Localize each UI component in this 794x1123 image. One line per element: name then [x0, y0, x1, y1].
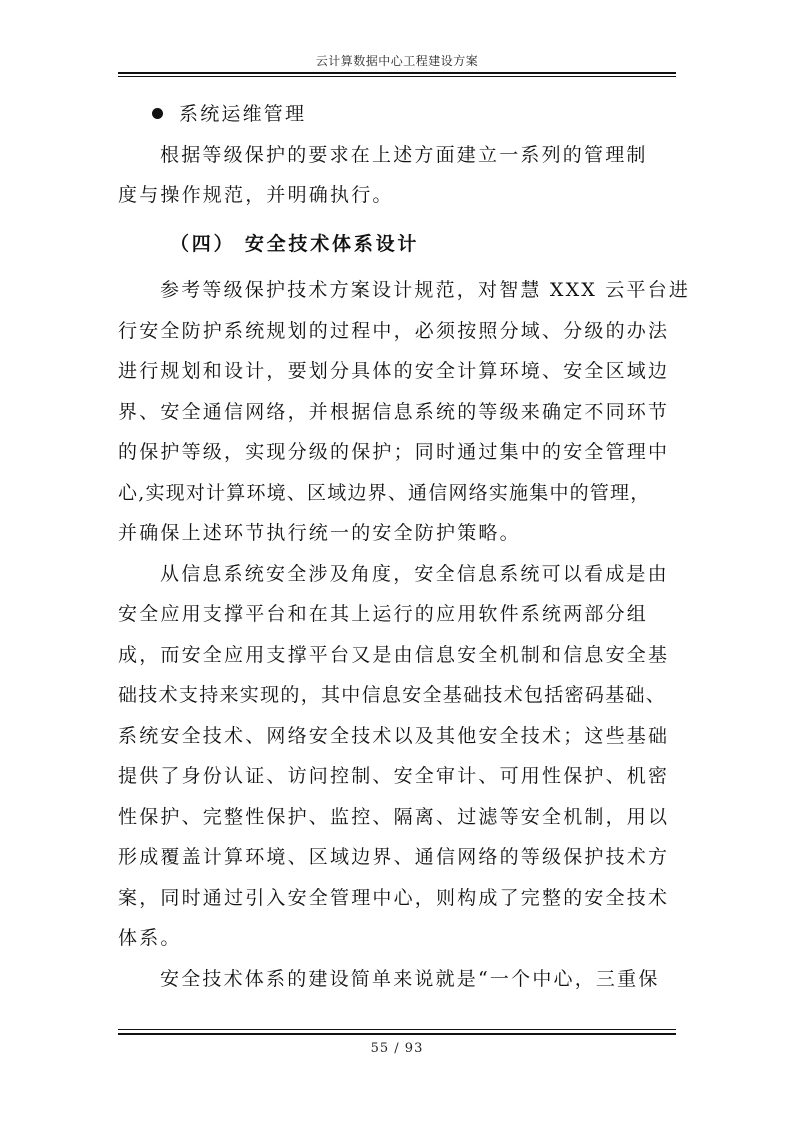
paragraph [118, 270, 691, 554]
paragraph-line: 案，同时通过引入安全管理中心，则构成了完整的安全技术 [118, 886, 670, 909]
paragraph [118, 959, 678, 1000]
paragraph-line: 础技术支持来实现的，其中信息安全基础技术包括密码基础、 [118, 684, 667, 706]
footer-rule-thick [118, 1033, 676, 1035]
header-rule-thick [118, 72, 676, 74]
paragraph-line: 性保护、完整性保护、监控、隔离、过滤等安全机制，用以 [118, 805, 670, 828]
paragraph-line: 行安全防护系统规划的过程中，必须按照分域、分级的办法 [118, 319, 670, 342]
paragraph-line: 根据等级保护的要求在上述方面建立一系列的管理制 [160, 143, 648, 166]
header-rule-thin [118, 76, 676, 77]
footer-rule-thin [118, 1029, 676, 1030]
paragraph-line: 参考等级保护技术方案设计规范，对智慧 XXX 云平台进 [160, 279, 691, 301]
paragraph-line: 形成覆盖计算环境、区域边界、通信网络的等级保护技术方 [118, 846, 670, 868]
paragraph [118, 554, 678, 959]
bullet-dot-icon [152, 108, 163, 119]
bullet-text: 系统运维管理 [179, 103, 307, 125]
document-body [118, 94, 691, 999]
paragraph-line: 并确保上述环节执行统一的安全防护策略。 [118, 522, 521, 544]
paragraph-line: 的保护等级，实现分级的保护；同时通过集中的安全管理中 [118, 441, 670, 463]
paragraph [118, 135, 678, 216]
paragraph-line: 界、安全通信网络，并根据信息系统的等级来确定不同环节 [118, 400, 670, 423]
section-heading [118, 224, 678, 265]
paragraph-line: 心,实现对计算环境、区域边界、通信网络实施集中的管理， [118, 481, 651, 504]
paragraph-line: 安全应用支撑平台和在其上运行的应用软件系统两部分组 [118, 603, 649, 625]
page-number: 55 / 93 [370, 1041, 424, 1056]
bullet-item [118, 94, 678, 135]
paragraph-line: 从信息系统安全涉及角度，安全信息系统可以看成是由 [160, 562, 669, 585]
paragraph-line: 系统安全技术、网络安全技术以及其他安全技术；这些基础 [118, 724, 670, 747]
paragraph-line: 提供了身份认证、访问控制、安全审计、可用性保护、机密 [118, 765, 670, 787]
paragraph-line: 安全技术体系的建设简单来说就是“一个中心，三重保 [160, 967, 660, 990]
paragraph-line: 体系。 [118, 927, 182, 949]
paragraph-line: 成，而安全应用支撑平台又是由信息安全机制和信息安全基 [118, 643, 670, 666]
section-number: （四） [170, 232, 236, 255]
section-title: 安全技术体系设计 [244, 232, 420, 255]
paragraph-line: 进行规划和设计，要划分具体的安全计算环境、安全区域边 [118, 360, 670, 382]
page-header-title: 云计算数据中心工程建设方案 [315, 54, 479, 68]
paragraph-line: 度与操作规范，并明确执行。 [118, 184, 394, 206]
